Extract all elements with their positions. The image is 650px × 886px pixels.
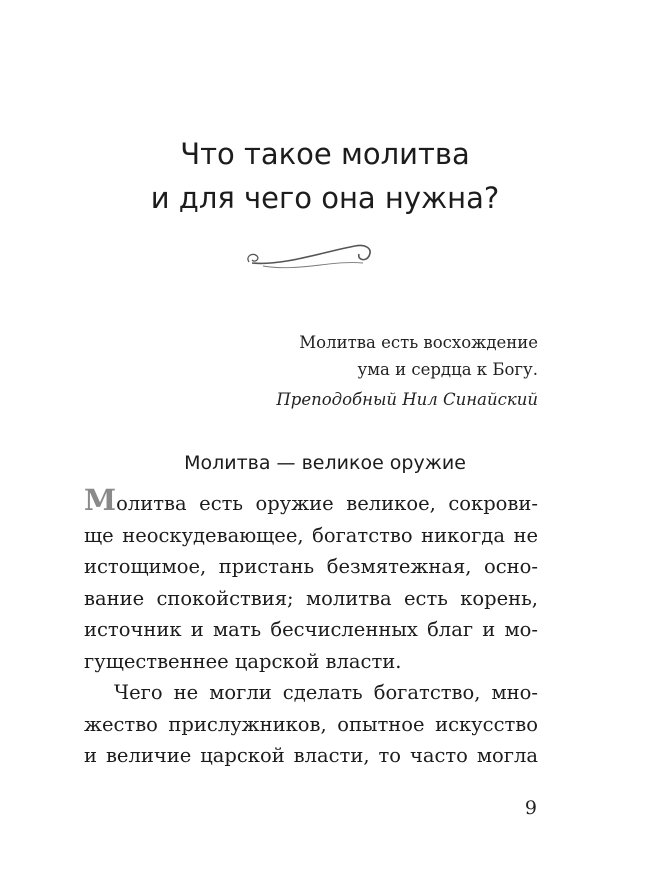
page-number: 9: [524, 797, 537, 819]
epigraph: [276, 329, 538, 413]
paragraph-1-line-4: вание спокойствия; молитва есть корень,: [84, 586, 538, 610]
chapter-title-line-2: и для чего она нужна?: [150, 181, 500, 215]
paragraph-1-line-5: источник и мать бесчисленных благ и мо-: [84, 618, 538, 641]
drop-cap: М: [84, 483, 117, 517]
paragraph-2-line-2: жество прислужников, опытное искусство: [84, 712, 538, 736]
paragraph-2-line-1: Чего не могли сделать богатство, мно-: [114, 681, 538, 704]
section-subtitle: Молитва — великое оружие: [184, 452, 466, 474]
flourish-ornament-icon: [243, 236, 375, 274]
paragraph-1-line-1-text: олитва есть оружие великое, сокрови-: [116, 492, 538, 515]
paragraph-1-line-1: [84, 483, 538, 520]
paragraph-2-line-3: и величие царской власти, то часто могла: [84, 744, 538, 767]
paragraph-1-line-2: ще неоскудевающее, богатство никогда не: [84, 523, 538, 547]
body-text: [84, 483, 538, 772]
epigraph-line-2: ума и сердца к Богу.: [357, 360, 538, 379]
chapter-title-line-1: Что такое молитва: [180, 137, 470, 171]
chapter-title: [0, 132, 650, 220]
epigraph-author: Преподобный Нил Синайский: [276, 390, 538, 409]
paragraph-1-line-6: гущественнее царской власти.: [84, 649, 402, 673]
paragraph-1-line-3: истощимое, пристань безмятежная, осно-: [84, 555, 538, 578]
epigraph-line-1: Молитва есть восхождение: [299, 333, 538, 352]
